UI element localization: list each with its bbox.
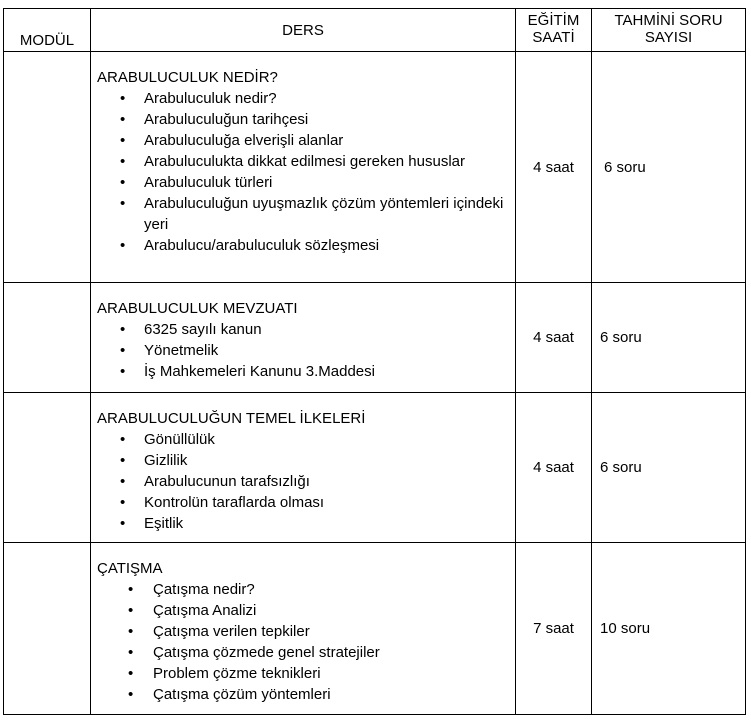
table-row: [4, 543, 746, 715]
topic-list: [97, 429, 509, 534]
modul-cell: [4, 543, 91, 715]
topic-title: ARABULUCULUK NEDİR?: [97, 69, 278, 86]
list-item: • Çatışma çözmede genel stratejiler: [97, 642, 509, 663]
header-egitim-line1: EĞİTİM: [527, 12, 580, 29]
ders-cell: [91, 543, 516, 715]
ders-cell: [91, 283, 516, 393]
list-item: • Çatışma Analizi: [97, 600, 509, 621]
list-item: • Arabuluculukta dikkat edilmesi gereken hususlar: [97, 151, 509, 172]
list-item: • Problem çözme teknikleri: [97, 663, 509, 684]
saat-cell: 7 saat: [516, 543, 592, 715]
topic-list: [97, 88, 509, 256]
header-tahmini-line1: TAHMİNİ SORU: [614, 12, 723, 29]
soru-cell: 6 soru: [592, 283, 746, 393]
saat-cell: 4 saat: [516, 52, 592, 283]
list-item: • Gönüllülük: [97, 429, 509, 450]
soru-cell: 6 soru: [592, 393, 746, 543]
header-ders: DERS: [91, 9, 516, 52]
list-item: • Arabulucu/arabuluculuk sözleşmesi: [97, 235, 509, 256]
list-item: • Arabuluculuğa elverişli alanlar: [97, 130, 509, 151]
saat-cell: 4 saat: [516, 393, 592, 543]
list-item: • Çatışma verilen tepkiler: [97, 621, 509, 642]
topic-list: [97, 579, 509, 705]
curriculum-table: [3, 8, 746, 715]
header-egitim-line2: SAATİ: [532, 29, 575, 46]
header-modul: MODÜL: [4, 9, 91, 52]
header-egitim-saati: [516, 9, 592, 52]
list-item: • Çatışma çözüm yöntemleri: [97, 684, 509, 705]
modul-cell: [4, 52, 91, 283]
soru-cell: 10 soru: [592, 543, 746, 715]
list-item: • Gizlilik: [97, 450, 509, 471]
table-row: [4, 393, 746, 543]
topic-list: [97, 319, 509, 382]
list-item: • Eşitlik: [97, 513, 509, 534]
table-row: [4, 52, 746, 283]
topic-title: ARABULUCULUĞUN TEMEL İLKELERİ: [97, 410, 366, 427]
header-row: [4, 9, 746, 52]
header-tahmini-soru: [592, 9, 746, 52]
header-tahmini-line2: SAYISI: [644, 29, 693, 46]
soru-cell: 6 soru: [592, 52, 746, 283]
ders-cell: [91, 52, 516, 283]
topic-title: ÇATIŞMA: [97, 560, 163, 577]
list-item: • Arabuluculuğun tarihçesi: [97, 109, 509, 130]
list-item: • Kontrolün taraflarda olması: [97, 492, 509, 513]
table-row: [4, 283, 746, 393]
modul-cell: [4, 283, 91, 393]
list-item: • Çatışma nedir?: [97, 579, 509, 600]
list-item: • Arabuluculuğun uyuşmazlık çözüm yöntemleri içindeki yeri: [97, 193, 509, 235]
saat-cell: 4 saat: [516, 283, 592, 393]
list-item: • Arabuluculuk türleri: [97, 172, 509, 193]
list-item: • Arabulucunun tarafsızlığı: [97, 471, 509, 492]
ders-cell: [91, 393, 516, 543]
list-item: • Arabuluculuk nedir?: [97, 88, 509, 109]
list-item: • Yönetmelik: [97, 340, 509, 361]
modul-cell: [4, 393, 91, 543]
list-item: • İş Mahkemeleri Kanunu 3.Maddesi: [97, 361, 509, 382]
topic-title: ARABULUCULUK MEVZUATI: [97, 300, 298, 317]
list-item: • 6325 sayılı kanun: [97, 319, 509, 340]
